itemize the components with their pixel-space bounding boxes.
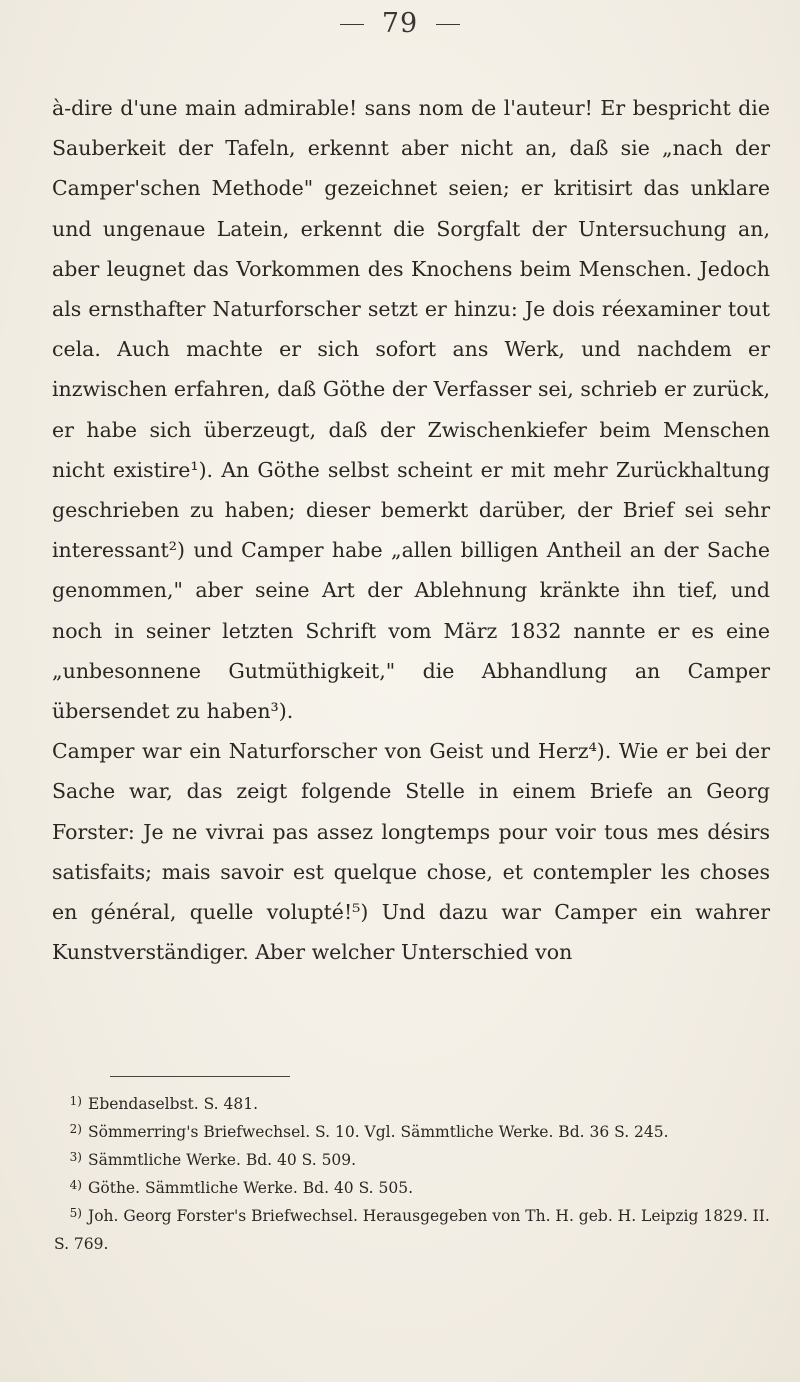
footnote-number: 3) xyxy=(69,1150,82,1164)
footnote-number: 5) xyxy=(69,1206,82,1220)
footnote-text: Göthe. Sämmtliche Werke. Bd. 40 S. 505. xyxy=(88,1179,414,1197)
footnote-text: Ebendaselbst. S. 481. xyxy=(88,1095,259,1113)
footnote xyxy=(54,1174,770,1202)
body-text xyxy=(52,88,770,972)
footnote xyxy=(54,1146,770,1174)
footnote xyxy=(54,1090,770,1118)
footnote-number: 1) xyxy=(69,1094,82,1108)
paragraph-2: Camper war ein Naturforscher von Geist und Herz⁴). Wie er bei der Sache war, das zeigt folgende Stelle in einem Briefe an Georg Forster: Je ne vivrai pas assez longtemps pour voir tous mes désirs satisfaits; mais savoir est quelque chose, et contempler les choses en général, quelle volupté!⁵) Und dazu war Camper ein wahrer Kunstverständiger. Aber welcher Unterschied von xyxy=(52,739,770,965)
footnote-divider xyxy=(110,1076,290,1077)
footnote-text: Sömmerring's Briefwechsel. S. 10. Vgl. Sämmtliche Werke. Bd. 36 S. 245. xyxy=(88,1123,669,1141)
page-header xyxy=(0,8,800,39)
footnote-number: 4) xyxy=(69,1178,82,1192)
page-number: 79 xyxy=(381,8,419,39)
footnote xyxy=(54,1202,770,1258)
footnote-number: 2) xyxy=(69,1122,82,1136)
header-dash-right xyxy=(436,24,460,25)
footnote-text: Joh. Georg Forster's Briefwechsel. Herausgegeben von Th. H. geb. H. Leipzig 1829. II. S. 769. xyxy=(54,1207,770,1253)
footnote-text: Sämmtliche Werke. Bd. 40 S. 509. xyxy=(88,1151,357,1169)
footnotes xyxy=(54,1090,770,1258)
header-dash-left xyxy=(340,24,364,25)
paragraph-1: à-dire d'une main admirable! sans nom de l'auteur! Er bespricht die Sauberkeit der Tafeln, erkennt aber nicht an, daß sie „nach der Camper'schen Methode" gezeichnet seien; er kritisirt das unklare und ungenaue Latein, erkennt die Sorgfalt der Untersuchung an, aber leugnet das Vorkommen des Knochens beim Menschen. Jedoch als ernsthafter Naturforscher setzt er hinzu: Je dois réexaminer tout cela. Auch machte er sich sofort ans Werk, und nachdem er inzwischen erfahren, daß Göthe der Verfasser sei, schrieb er zurück, er habe sich überzeugt, daß der Zwischenkiefer beim Menschen nicht existire¹). An Göthe selbst scheint er mit mehr Zurückhaltung geschrieben zu haben; dieser bemerkt darüber, der Brief sei sehr interessant²) und Camper habe „allen billigen Antheil an der Sache genommen," aber seine Art der Ablehnung kränkte ihn tief, und noch in seiner letzten Schrift vom März 1832 nannte er es eine „unbesonnene Gutmüthigkeit," die Abhandlung an Camper übersendet zu haben³). xyxy=(52,96,770,724)
footnote xyxy=(54,1118,770,1146)
